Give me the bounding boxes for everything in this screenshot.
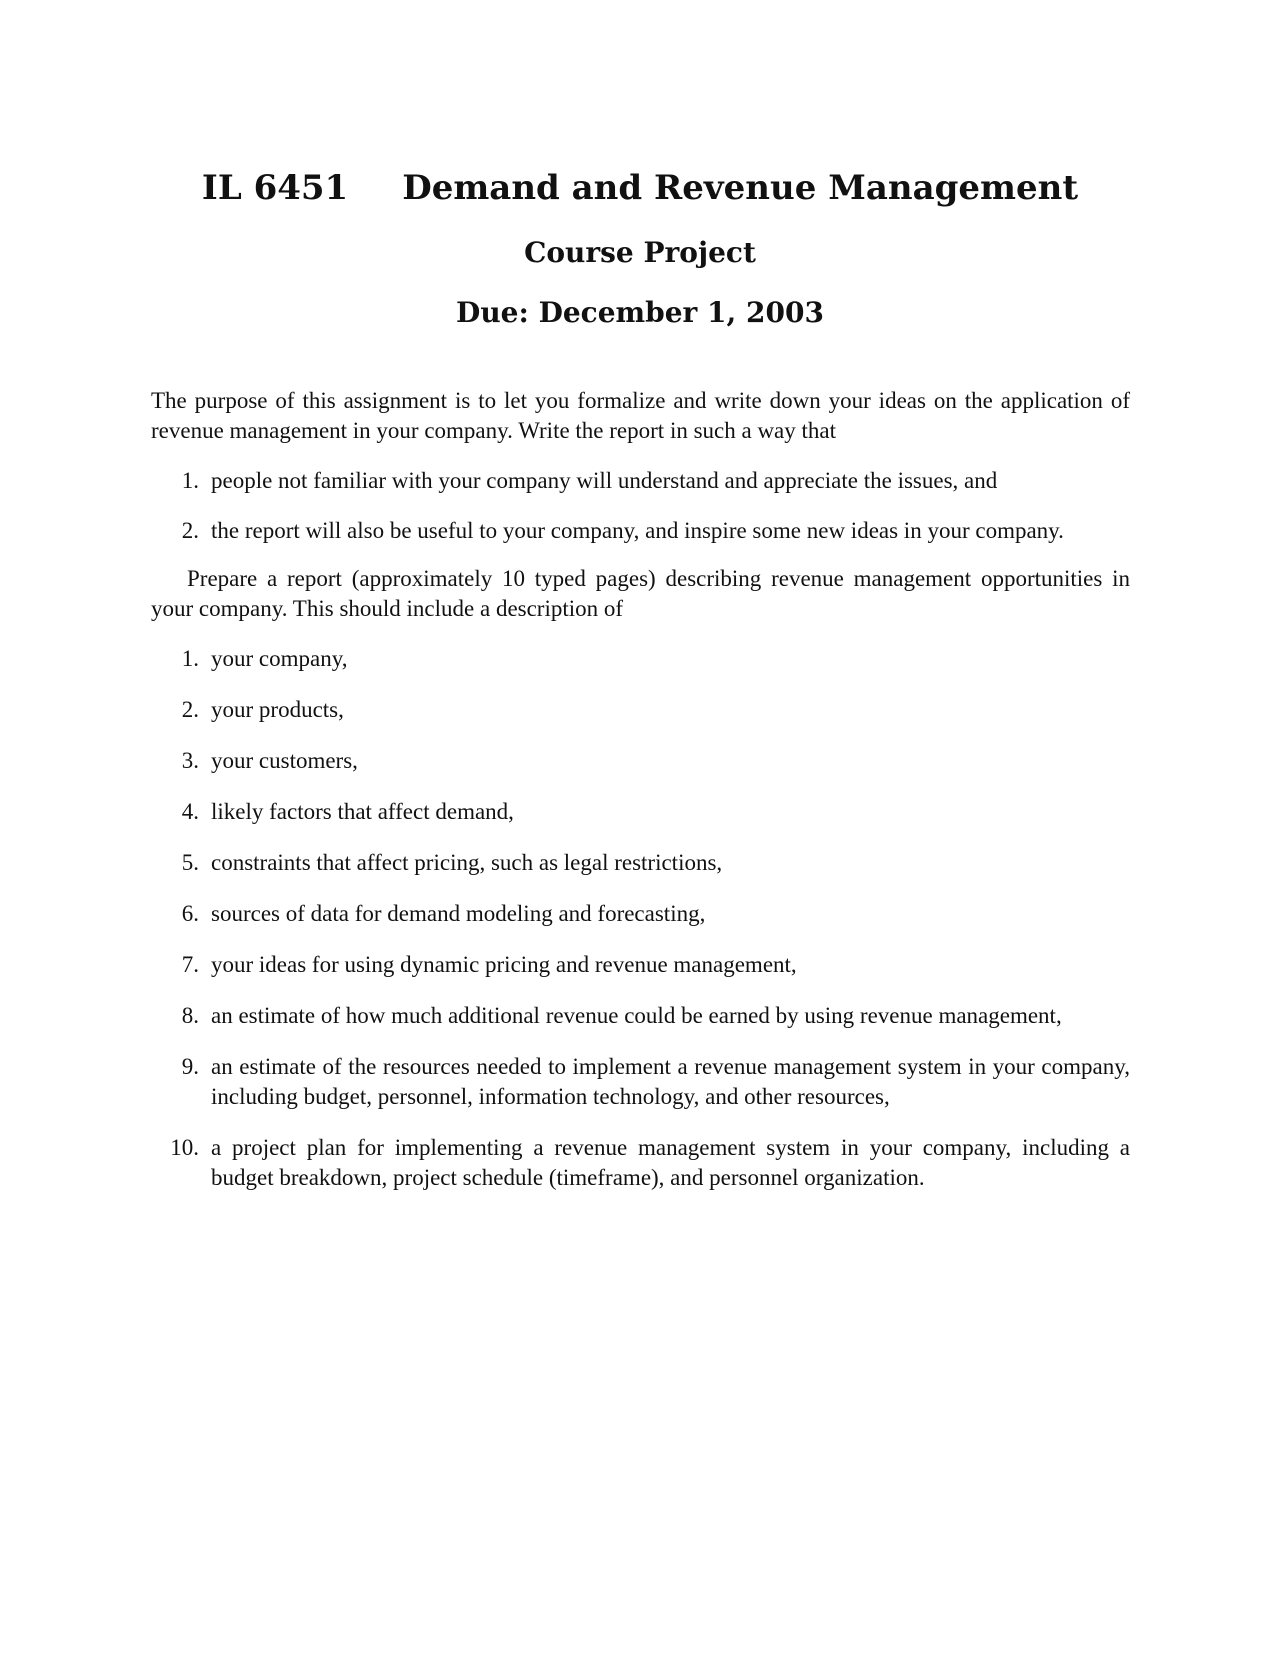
list-item xyxy=(151,695,1130,725)
list-item xyxy=(151,950,1130,980)
list-item-text: likely factors that affect demand, xyxy=(211,799,514,824)
list-item xyxy=(151,644,1130,674)
list-item-text: an estimate of the resources needed to implement a revenue management system in your company, including budget, personnel, information technology, and other resources, xyxy=(211,1054,1130,1109)
list-item-text: an estimate of how much additional revenue could be earned by using revenue management, xyxy=(211,1003,1062,1028)
document-body xyxy=(151,386,1130,1193)
list-item-text: constraints that affect pricing, such as legal restrictions, xyxy=(211,850,723,875)
list-item-number: 2. xyxy=(181,697,199,722)
list-item-number: 8. xyxy=(181,1003,199,1028)
document-subtitle: Course Project xyxy=(524,236,756,269)
list-item-number: 5. xyxy=(181,850,199,875)
list-item xyxy=(151,746,1130,776)
list-item-text: your company, xyxy=(211,646,348,671)
list-item xyxy=(151,797,1130,827)
list-item xyxy=(151,899,1130,929)
prepare-paragraph: Prepare a report (approximately 10 typed pages) describing revenue management opportunities in your company. This should include a description of xyxy=(151,566,1130,621)
course-code: IL 6451 xyxy=(201,168,349,208)
intro-paragraph: The purpose of this assignment is to let you formalize and write down your ideas on the application of revenue management in your company. Write the report in such a way that xyxy=(151,388,1130,443)
list-item-number: 2. xyxy=(181,518,199,543)
course-title: Demand and Revenue Management xyxy=(402,168,1079,208)
list-item-text: sources of data for demand modeling and forecasting, xyxy=(211,901,706,926)
document-title xyxy=(0,168,1280,208)
list-item-text: your ideas for using dynamic pricing and revenue management, xyxy=(211,952,797,977)
list-item-number: 10. xyxy=(170,1135,199,1160)
list-item-number: 7. xyxy=(181,952,199,977)
list-item-text: your products, xyxy=(211,697,344,722)
list-item xyxy=(151,1133,1130,1193)
list-item xyxy=(151,1052,1130,1112)
list-item xyxy=(151,466,1130,496)
list-item-text: your customers, xyxy=(211,748,358,773)
list-item-number: 1. xyxy=(181,468,199,493)
list-item-number: 4. xyxy=(181,799,199,824)
list-item-number: 6. xyxy=(181,901,199,926)
list-item xyxy=(151,848,1130,878)
goals-list xyxy=(151,466,1130,546)
list-item xyxy=(151,1001,1130,1031)
list-item-text: people not familiar with your company will understand and appreciate the issues, and xyxy=(211,468,998,493)
list-item-text: the report will also be useful to your company, and inspire some new ideas in your company. xyxy=(211,518,1064,543)
report-contents-list xyxy=(151,644,1130,1193)
list-item xyxy=(151,516,1130,546)
list-item-number: 1. xyxy=(181,646,199,671)
due-date: Due: December 1, 2003 xyxy=(456,296,824,329)
list-item-number: 3. xyxy=(181,748,199,773)
list-item-text: a project plan for implementing a revenue management system in your company, including a budget breakdown, project schedule (timeframe), and personnel organization. xyxy=(211,1135,1130,1190)
list-item-number: 9. xyxy=(181,1054,199,1079)
